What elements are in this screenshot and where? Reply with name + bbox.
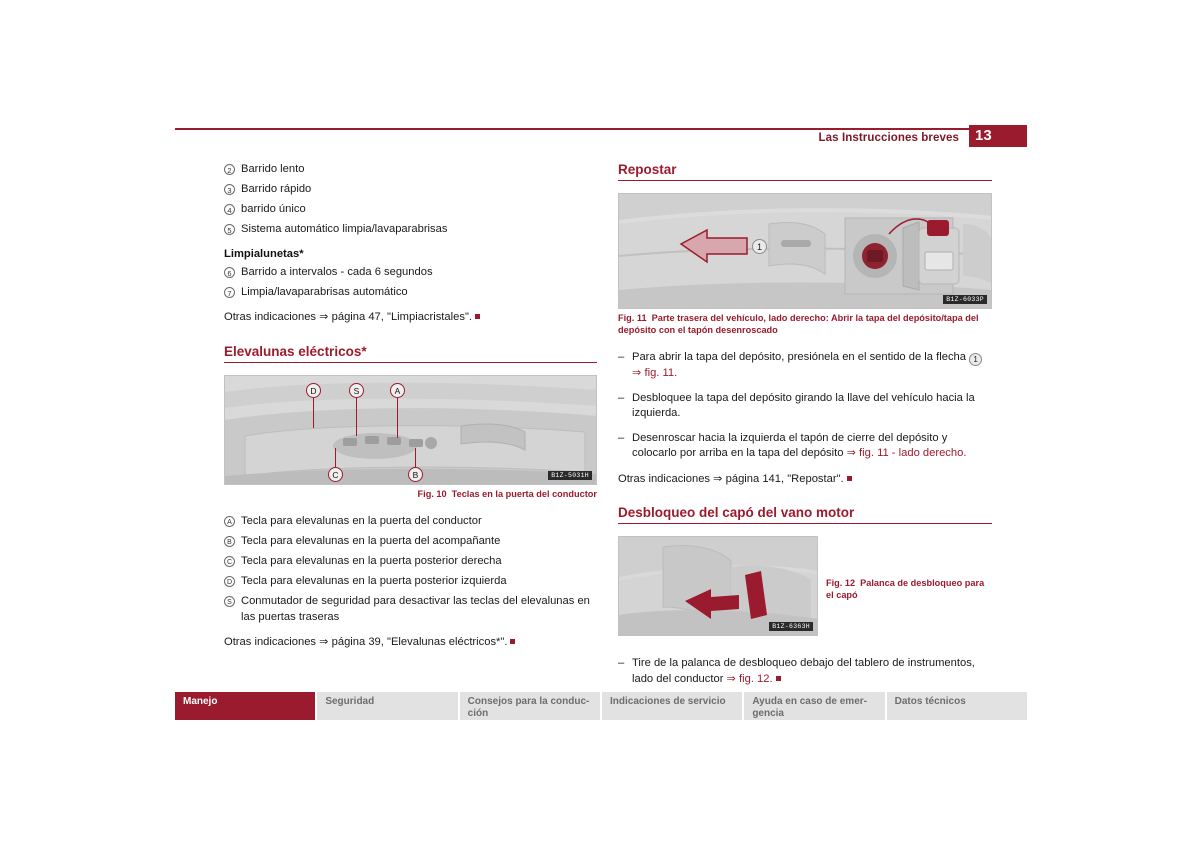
figure-11	[618, 193, 992, 309]
list-item-label: Limpia/lavaparabrisas automático	[241, 285, 408, 298]
list-item	[224, 554, 597, 570]
callout-c: C	[328, 467, 343, 482]
subheading-rear-wiper: Limpialunetas*	[224, 247, 304, 260]
tab-indicaciones-servicio[interactable]: Indicaciones de servicio	[602, 692, 744, 720]
section-heading-windows: Elevalunas eléctricos*	[224, 344, 597, 363]
note-wipers-text: Otras indicaciones ⇒ página 47, "Limpiacristales".	[224, 311, 473, 323]
end-mark	[776, 676, 781, 681]
list-item-label: Barrido rápido	[241, 183, 312, 195]
note-fuel	[618, 472, 992, 488]
figure-11-code: B1Z-6033P	[943, 295, 987, 304]
list-item-label: Conmutador de seguridad para desactivar las teclas del elevalunas en las puertas traseras	[241, 595, 590, 623]
step-link: ⇒ fig. 11	[846, 447, 889, 459]
marker-3: 3	[224, 184, 235, 195]
step-item	[618, 656, 992, 687]
note-windows	[224, 635, 597, 651]
list-item-label: Sistema automático limpia/lavaparabrisas	[241, 223, 448, 235]
figure-12-caption	[826, 578, 990, 601]
callout-d: D	[306, 383, 321, 398]
tab-manejo[interactable]: Manejo	[175, 692, 317, 720]
callout-b: B	[408, 467, 423, 482]
section-heading-fuel: Repostar	[618, 162, 992, 181]
end-mark	[475, 314, 480, 319]
section-heading-hood: Desbloqueo del capó del vano motor	[618, 505, 992, 524]
header-rule	[175, 128, 1027, 130]
figure-11-number: Fig. 11	[618, 313, 647, 323]
list-item	[224, 265, 597, 281]
step-item	[618, 391, 992, 422]
step-text	[632, 431, 992, 462]
tab-seguridad[interactable]: Seguridad	[317, 692, 459, 720]
list-item-label: Tecla para elevalunas en la puerta del acompañante	[241, 535, 501, 547]
end-mark	[847, 476, 852, 481]
list-item	[224, 162, 597, 178]
list-item	[224, 574, 597, 590]
hood-step	[618, 656, 992, 687]
marker-5: 5	[224, 224, 235, 235]
marker-2: 2	[224, 164, 235, 175]
note-wipers	[224, 310, 597, 326]
figure-10-code: B1Z-5031H	[548, 471, 592, 480]
list-item	[224, 182, 597, 198]
list-item	[224, 594, 597, 625]
figure-12	[618, 536, 818, 636]
inline-callout-1: 1	[969, 353, 982, 366]
page-title: Las Instrucciones breves	[818, 132, 959, 144]
list-item	[224, 222, 597, 238]
figure-11-caption	[618, 313, 992, 336]
figure-10-caption	[224, 489, 597, 501]
list-item	[224, 285, 597, 301]
step-text-part: Desenroscar hacia la izquierda el tapón de cierre del depósito y colocarlo por arriba en la tapa del depósito	[632, 431, 948, 459]
leader-line-s	[356, 398, 357, 436]
step-link: ⇒ fig. 12.	[726, 672, 773, 685]
fuel-steps	[618, 350, 992, 462]
note-fuel-text: Otras indicaciones ⇒ página 141, "Repostar".	[618, 472, 844, 485]
wiper-list	[224, 162, 597, 238]
figure-12-number: Fig. 12	[826, 578, 856, 588]
right-column	[618, 162, 992, 696]
page-header	[175, 128, 1027, 150]
list-item	[224, 514, 597, 530]
figure-10-number: Fig. 10	[417, 488, 447, 499]
step-text-part: Para abrir la tapa del depósito, presiónela en el sentido de la flecha	[632, 351, 970, 363]
figure-12-caption-text: Palanca de desbloqueo para el capó	[826, 578, 985, 600]
tab-datos-tecnicos[interactable]: Datos técnicos	[887, 692, 1027, 720]
leader-line-a	[397, 398, 398, 438]
callout-1: 1	[752, 239, 767, 254]
left-column	[224, 162, 597, 651]
marker-7: 7	[224, 287, 235, 298]
step-text-post: - lado derecho.	[888, 447, 967, 459]
list-item-label: barrido único	[241, 203, 306, 215]
figure-11-caption-text: Parte trasera del vehículo, lado derecho: Abrir la tapa del depósito/tapa del depósito con el tapón desenroscado	[618, 313, 979, 335]
window-button-list	[224, 514, 597, 625]
rear-wiper-list	[224, 265, 597, 301]
page-number: 13	[969, 125, 1027, 147]
list-item-label: Barrido a intervalos - cada 6 segundos	[241, 265, 433, 278]
step-dash: –	[618, 351, 625, 363]
note-windows-text: Otras indicaciones ⇒ página 39, "Elevalunas eléctricos*".	[224, 636, 508, 648]
list-item	[224, 202, 597, 218]
step-text	[632, 656, 992, 687]
step-dash: –	[618, 657, 625, 669]
figure-10-caption-text: Teclas en la puerta del conductor	[451, 488, 597, 499]
step-text: Desbloquee la tapa del depósito girando la llave del vehículo hacia la izquierda.	[632, 391, 975, 419]
figure-12-block	[618, 536, 992, 640]
tab-consejos-conduccion[interactable]: Consejos para la conduc-ción	[460, 692, 602, 720]
step-link: ⇒ fig. 11.	[632, 367, 678, 379]
fuel-flap-illustration	[619, 194, 992, 309]
end-mark	[510, 639, 515, 644]
list-item-label: Tecla para elevalunas en la puerta del conductor	[241, 515, 482, 527]
list-item-label: Tecla para elevalunas en la puerta posterior izquierda	[241, 575, 507, 587]
step-item	[618, 350, 992, 382]
list-item-label: Barrido lento	[241, 163, 305, 175]
leader-line-d	[313, 398, 314, 428]
list-item	[224, 534, 597, 550]
marker-6: 6	[224, 267, 235, 278]
marker-s: S	[224, 596, 235, 607]
callout-a: A	[390, 383, 405, 398]
step-text-part: Tire de la palanca de desbloqueo debajo del tablero de instrumentos, lado del conductor	[632, 657, 975, 685]
step-dash: –	[618, 391, 625, 404]
tab-ayuda-emergencia[interactable]: Ayuda en caso de emer-gencia	[744, 692, 886, 720]
marker-a: A	[224, 516, 235, 527]
step-dash: –	[618, 431, 625, 444]
marker-d: D	[224, 576, 235, 587]
marker-c: C	[224, 556, 235, 567]
marker-b: B	[224, 536, 235, 547]
footer-tab-bar	[175, 692, 1027, 720]
callout-s: S	[349, 383, 364, 398]
figure-10	[224, 375, 597, 485]
step-item	[618, 431, 992, 462]
step-text	[632, 350, 992, 382]
figure-12-code: B1Z-6363H	[769, 622, 813, 631]
marker-4: 4	[224, 204, 235, 215]
list-item-label: Tecla para elevalunas en la puerta posterior derecha	[241, 555, 502, 567]
